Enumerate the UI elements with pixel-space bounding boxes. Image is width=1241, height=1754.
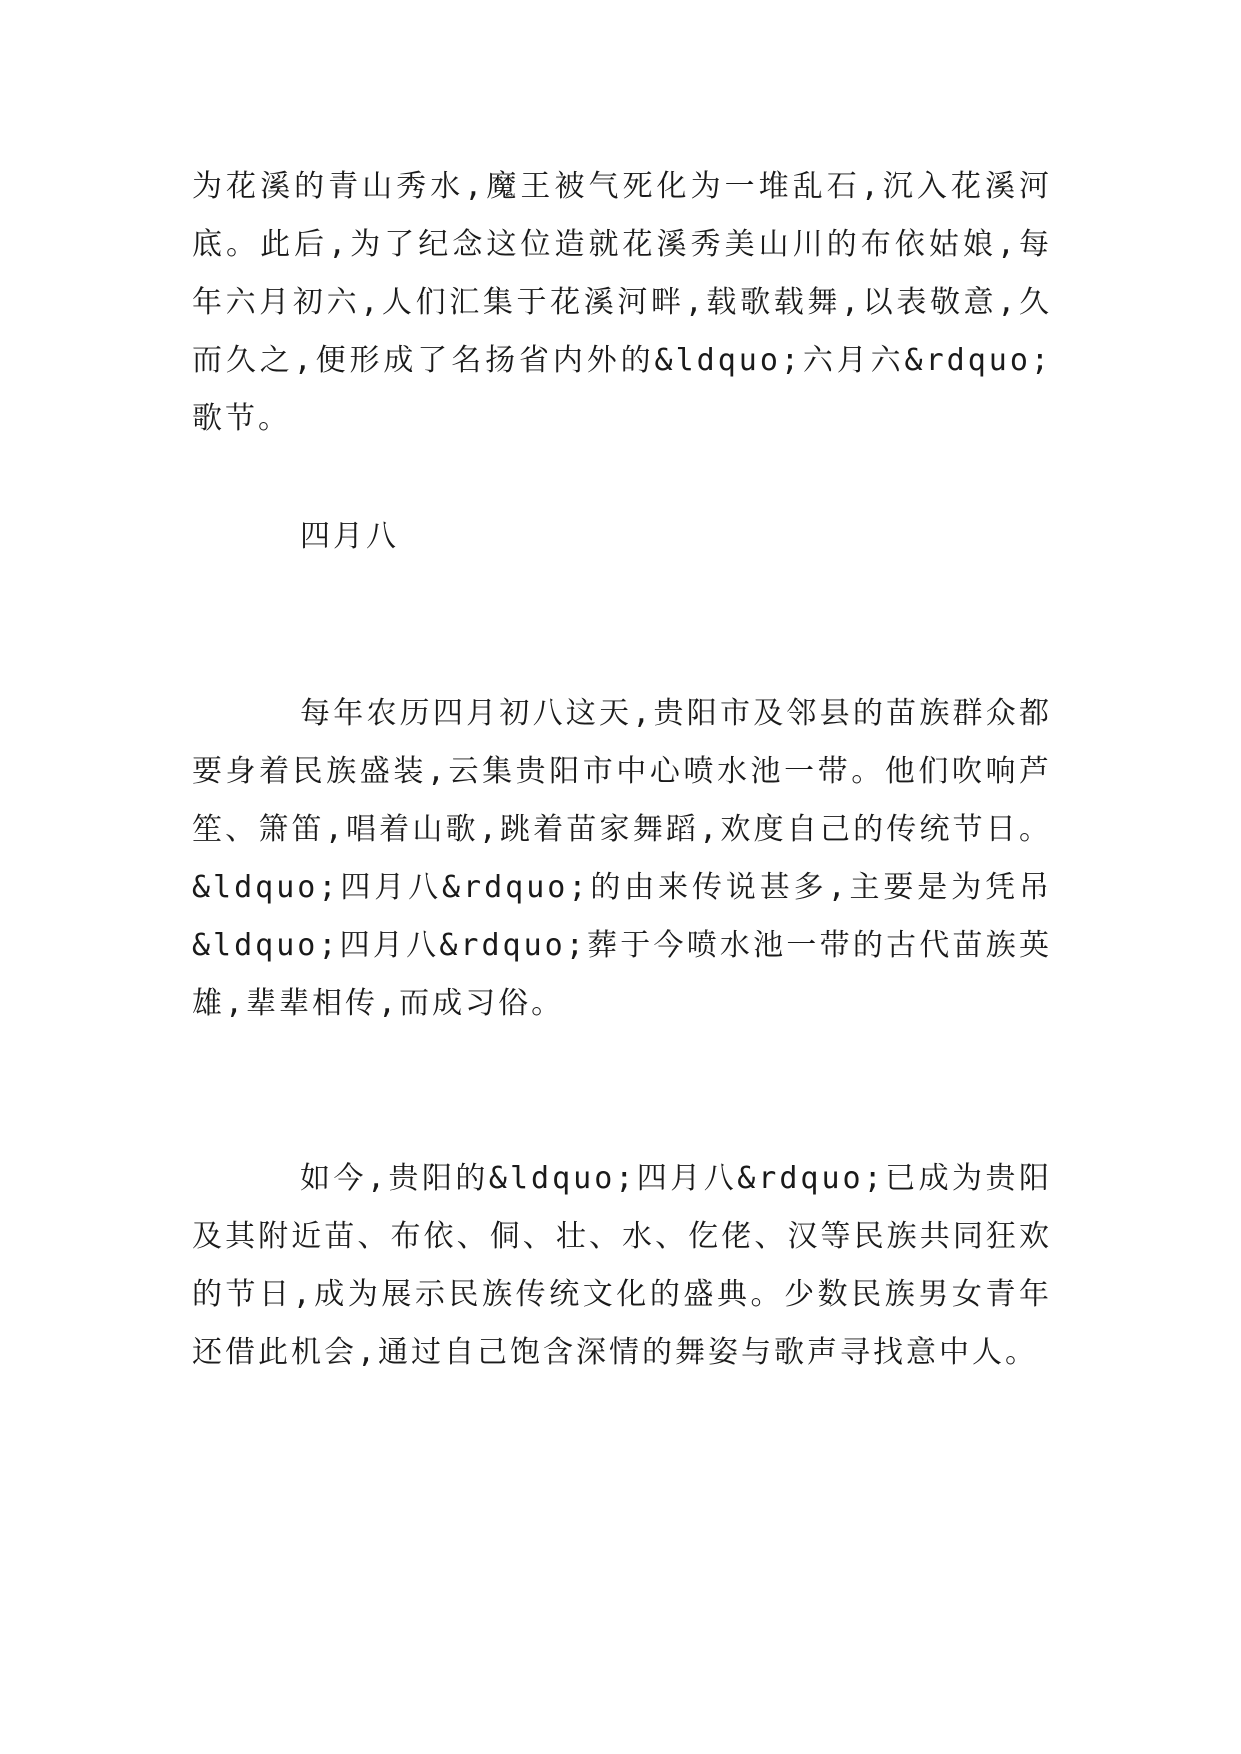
paragraph-continuation: 为花溪的青山秀水,魔王被气死化为一堆乱石,沉入花溪河底。此后,为了纪念这位造就花溪秀美山川的布依姑娘,每年六月初六,人们汇集于花溪河畔,载歌载舞,以表敬意,久而久之,便形成了名扬省内外的&ldquo;六月六&rdquo;歌节。	[192, 169, 1052, 436]
paragraph-origin: 每年农历四月初八这天,贵阳市及邻县的苗族群众都要身着民族盛装,云集贵阳市中心喷水池一带。他们吹响芦笙、箫笛,唱着山歌,跳着苗家舞蹈,欢度自己的传统节日。&ldquo;四月八&rdquo;的由来传说甚多,主要是为凭吊&ldquo;四月八&rdquo;葬于今喷水池一带的古代苗族英雄,辈辈相传,而成习俗。	[192, 696, 1052, 1021]
section-heading: 四月八	[300, 519, 399, 554]
paragraph-today: 如今,贵阳的&ldquo;四月八&rdquo;已成为贵阳及其附近苗、布依、侗、壮、水、仡佬、汉等民族共同狂欢的节日,成为展示民族传统文化的盛典。少数民族男女青年还借此机会,通过自己饱含深情的舞姿与歌声寻找意中人。	[192, 1161, 1052, 1370]
